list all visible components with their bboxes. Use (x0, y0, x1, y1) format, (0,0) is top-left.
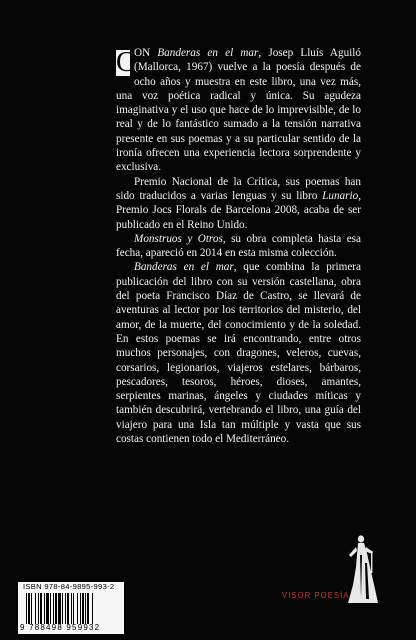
barcode-bar (71, 593, 72, 624)
barcode-bar (35, 593, 36, 624)
barcode-bar (55, 593, 57, 624)
barcode-bar (40, 593, 42, 624)
barcode-bar (65, 593, 66, 624)
blurb-paragraph-3 (116, 232, 361, 261)
barcode-bar (85, 593, 86, 624)
paragraph-text: , Josep Lluís Aguiló (Mallorca, 1967) vuelve a la poesía después de ocho años y muestra en este libro, una vez más, una voz poética radical y única. Su agudeza imaginativa y el uso que hace de lo imprevisible, de lo real y de lo fantástico sumado a la tensión narrativa presente en sus poemas y a su particular sentido de la ironía ofrecen una experiencia lectora sorprendente y exclusiva. (116, 47, 361, 174)
isbn-label: ISBN 978-84-9895-993-2 (23, 582, 115, 591)
barcode-icon (26, 593, 118, 624)
drop-cap: C (116, 47, 135, 78)
barcode-digits: 9 788498 959932 (20, 623, 101, 632)
isbn-barcode-box (18, 582, 124, 634)
publisher-name: VISOR POESÍA (282, 591, 350, 600)
lead-in: ON (134, 47, 158, 59)
book-title: Banderas en el mar (157, 47, 259, 59)
barcode-bar (77, 593, 78, 624)
blurb-paragraph-2 (116, 175, 361, 232)
publisher-logo-icon (345, 533, 379, 605)
barcode-bar (82, 593, 84, 624)
book-title: Monstruos y Otros (134, 232, 223, 245)
blurb-paragraph-1 (116, 46, 361, 175)
barcode-bar (87, 593, 89, 624)
paragraph-text: , Premio Jocs Florals de Barcelona 2008, acaba de ser publicado en el Reino Unido. (116, 189, 361, 231)
paragraph-text: , que combina la primera publicación del libro con su versión castellana, obra del poeta Francisco Díaz de Castro, se llevará de aventuras al lector por los territorios del misterio, del amor, de la muerte, del conocimiento y de la soledad. En estos poemas se irá encontrando, entre otros muchos personajes, con dragones, veleros, cuevas, corsarios, legionarios, viajeros estelares, bárbaros, pescadores, tesoros, héroes, dioses, amantes, serpientes marinas, ángeles y ciudades míticas y también descubrirá, vertebrando el libro, una guía del viajero para una Isla tan múltiple y vasta que sus costas contienen todo el Mediterráneo. (116, 261, 361, 446)
barcode-bar (80, 593, 81, 624)
barcode-bar (28, 593, 30, 624)
book-title: Lunario (322, 189, 359, 202)
barcode-bar (73, 593, 74, 624)
barcode-bar (58, 593, 61, 624)
barcode-bar (26, 593, 27, 624)
barcode-bar (62, 593, 63, 624)
barcode-bar (67, 593, 69, 624)
barcode-bar (31, 593, 32, 624)
blurb-paragraph-4 (116, 260, 361, 446)
book-title: Banderas en el mar (134, 261, 234, 274)
barcode-bar (38, 593, 39, 624)
blurb-text (116, 46, 361, 446)
barcode-bar (44, 593, 45, 624)
paragraph-text: Premio Nacional de la Crítica, sus poemas han sido traducidos a varias lenguas y su libro (116, 175, 361, 202)
barcode-bar (92, 593, 93, 624)
barcode-bar (50, 593, 51, 624)
barcode-bar (46, 593, 49, 624)
paragraph-text: , su obra completa hasta esa fecha, apareció en 2014 en esta misma colección. (116, 232, 362, 260)
barcode-bar (53, 593, 54, 624)
